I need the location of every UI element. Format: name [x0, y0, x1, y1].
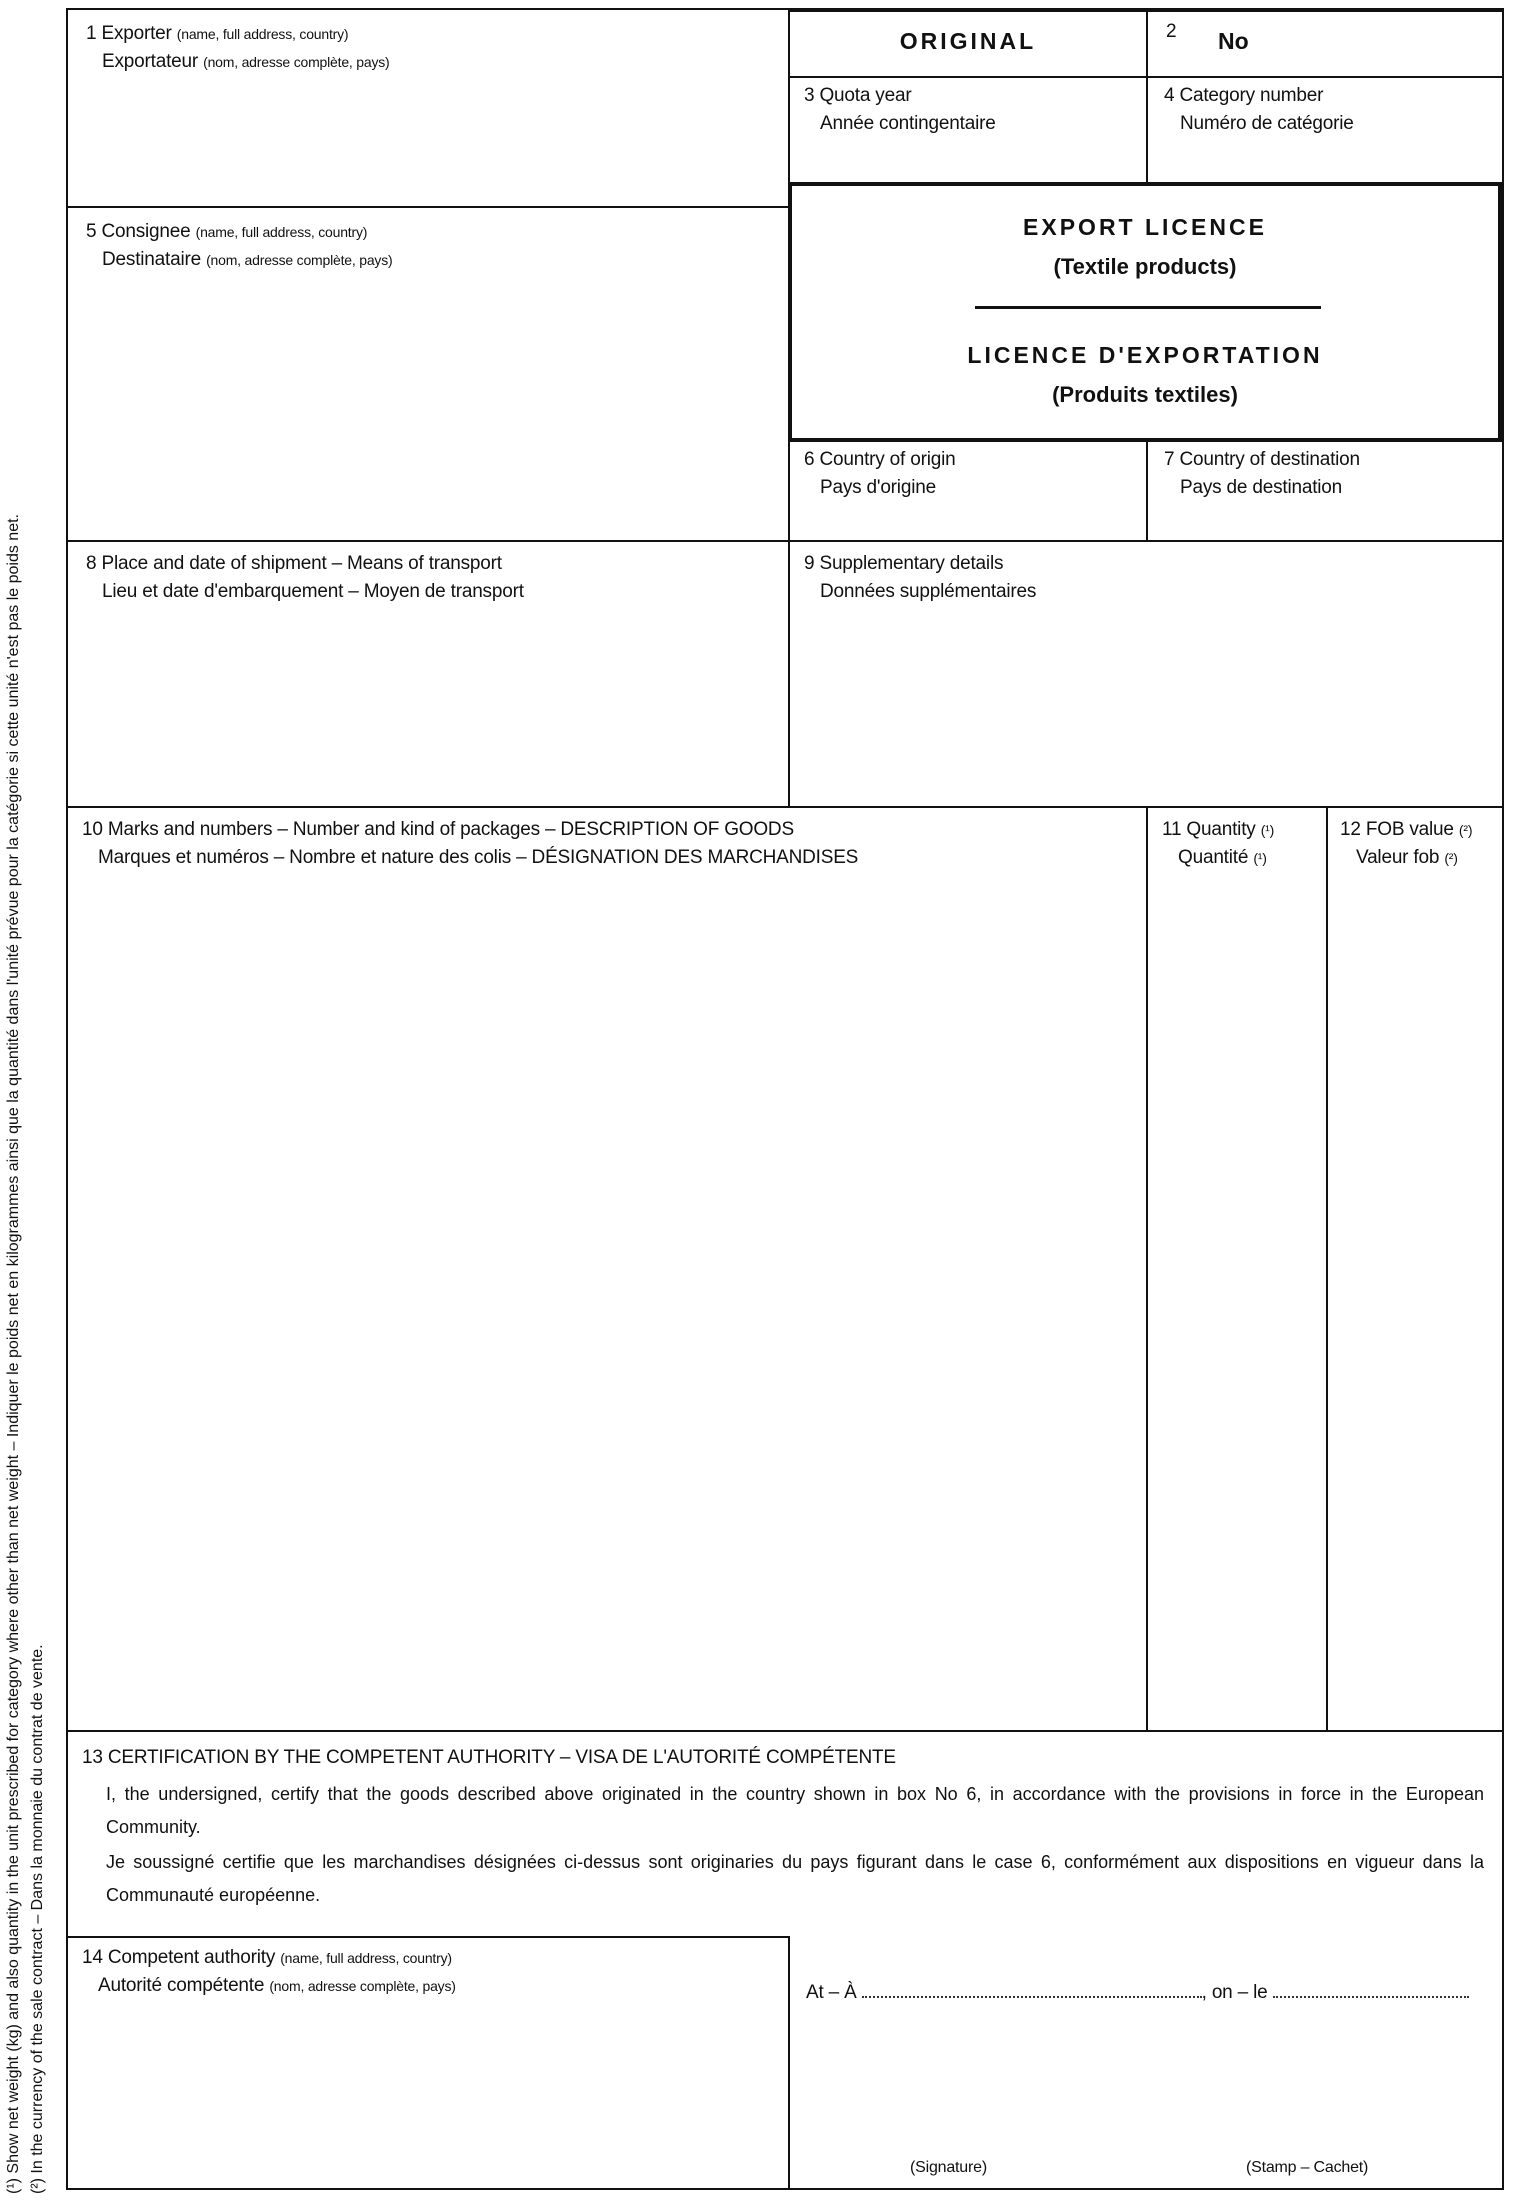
box5-consignee-label: 5 Consignee (name, full address, country) Destinataire (nom, adresse complète, pays)	[86, 221, 393, 270]
place-date-line	[806, 1978, 1469, 2007]
certification-text-en: I, the undersigned, certify that the goods described above originated in the country shown in box No 6, in accordance with the provisions in force in the European Community.	[106, 1784, 1484, 1837]
on-label: , on – le	[1201, 1982, 1268, 2003]
box7-country-of-destination-label: 7 Country of destination Pays de destination	[1164, 449, 1360, 498]
certification-text-fr: Je soussigné certifie que les marchandises désignées ci-dessus sont originaries du pays figurant dans le case 6, conformément aux dispositions en vigueur dans la Communauté européenne.	[106, 1852, 1484, 1905]
footnotes	[2, 404, 60, 2194]
licence-title-box	[788, 182, 1502, 442]
footnote-2: (²) In the currency of the sale contract – Dans la monnaie du contrat de vente.	[29, 1644, 46, 2194]
box14-competent-authority-label: 14 Competent authority (name, full address, country) Autorité compétente (nom, adresse complète, pays)	[82, 1947, 456, 1996]
box10-description-label: 10 Marks and numbers – Number and kind of packages – DESCRIPTION OF GOODS Marques et numéros – Nombre et nature des colis – DÉSIGNATION DES MARCHANDISES	[82, 819, 859, 868]
box2-number: 2	[1166, 21, 1177, 42]
place-field[interactable]	[862, 1978, 1202, 1998]
date-field[interactable]	[1273, 1978, 1469, 1998]
title-fr-sub: (Produits textiles)	[1052, 382, 1238, 407]
box12-fob-value-label: 12 FOB value (²) Valeur fob (²)	[1340, 819, 1473, 868]
box3-quota-year-label: 3 Quota year Année contingentaire	[804, 85, 996, 134]
footnote-1: (¹) Show net weight (kg) and also quantity in the unit prescribed for category where other than net weight – Indiquer le poids net en kilogrammes ainsi que la quantité dans l'unité prévue pour la catégorie si cette unité n'est pas le poids net.	[5, 514, 22, 2194]
box11-quantity-label: 11 Quantity (¹) Quantité (¹)	[1162, 819, 1275, 868]
box4-category-number-label: 4 Category number Numéro de catégorie	[1164, 85, 1354, 134]
stamp-label: (Stamp – Cachet)	[1246, 2159, 1369, 2176]
title-divider	[975, 306, 1321, 309]
box13-certification-heading: 13 CERTIFICATION BY THE COMPETENT AUTHORITY – VISA DE L'AUTORITÉ COMPÉTENTE	[82, 1747, 896, 1768]
box2-no-label: No	[1218, 28, 1249, 54]
signature-label: (Signature)	[910, 2159, 987, 2176]
title-en-sub: (Textile products)	[1053, 254, 1237, 279]
title-en-main: EXPORT LICENCE	[1023, 214, 1267, 240]
box1-exporter-label: 1 Exporter (name, full address, country) Exportateur (nom, adresse complète, pays)	[86, 23, 390, 72]
box6-country-of-origin-label: 6 Country of origin Pays d'origine	[804, 449, 956, 498]
at-label: At – À	[806, 1982, 857, 2003]
box9-supplementary-details-label: 9 Supplementary details Données supplémentaires	[804, 553, 1037, 602]
original-label: ORIGINAL	[899, 28, 1037, 54]
title-fr-main: LICENCE D'EXPORTATION	[967, 342, 1323, 368]
box8-shipment-label: 8 Place and date of shipment – Means of transport Lieu et date d'embarquement – Moyen de transport	[86, 553, 524, 602]
export-licence-form	[66, 8, 1504, 2190]
